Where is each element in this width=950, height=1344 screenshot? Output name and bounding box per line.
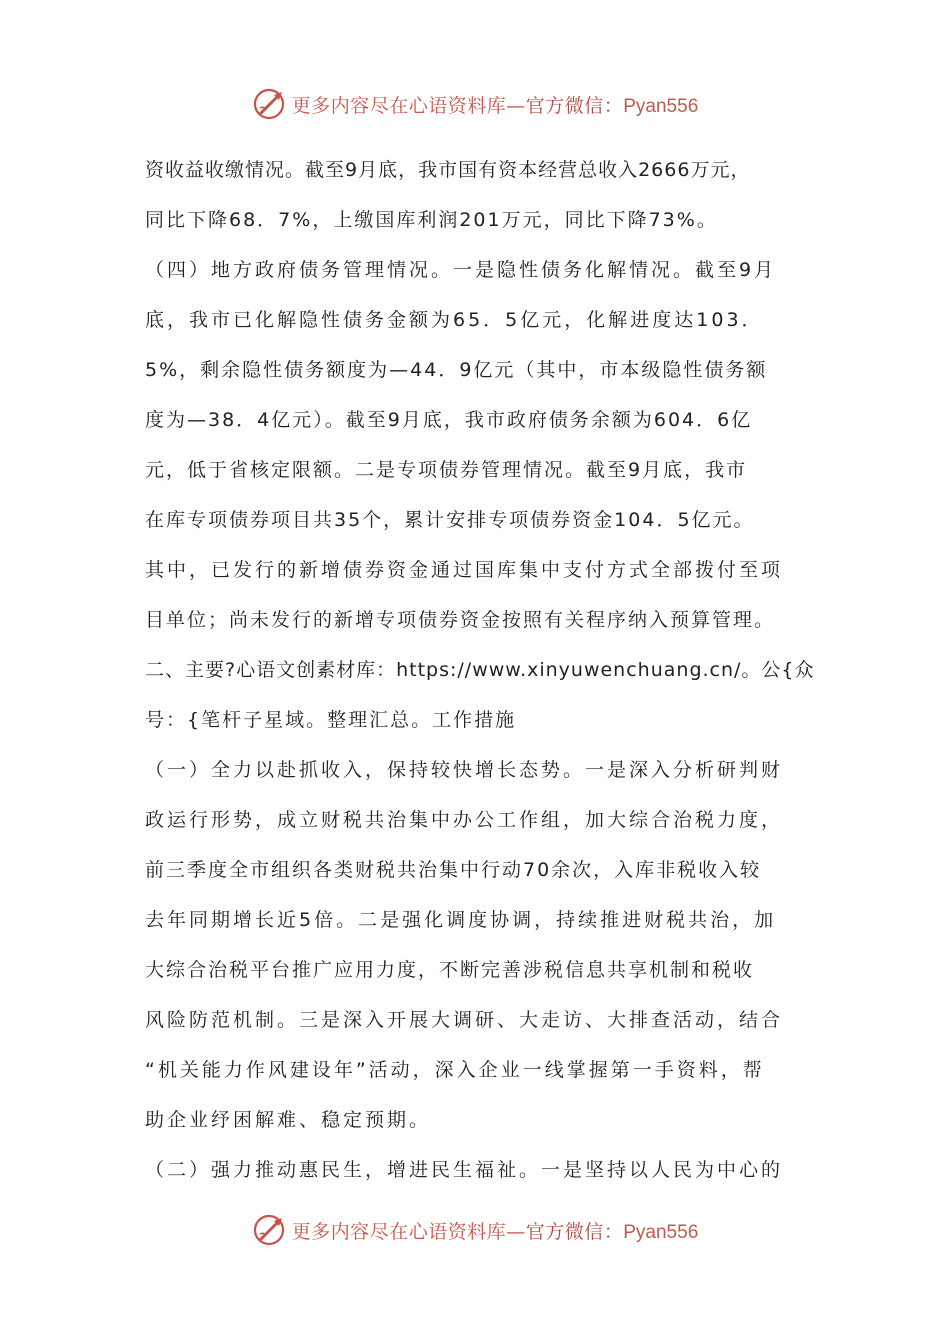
body-line: 目单位；尚未发行的新增专项债券资金按照有关程序纳入预算管理。 xyxy=(145,609,776,631)
body-line: 元，低于省核定限额。二是专项债券管理情况。截至9月底，我市 xyxy=(145,459,748,481)
footer-banner-text xyxy=(292,1217,699,1244)
pen-logo-icon xyxy=(252,86,288,122)
body-line: （一）全力以赴抓收入，保持较快增长态势。一是深入分析研判财 xyxy=(145,759,784,781)
body-line: （二）强力推动惠民生，增进民生福祉。一是坚持以人民为中心的 xyxy=(145,1159,784,1181)
header-wechat-id: Pyan556 xyxy=(623,95,699,117)
footer-banner xyxy=(0,1210,950,1250)
document-body xyxy=(145,145,815,1195)
footer-text: 更多内容尽在心语资料库 xyxy=(291,1220,507,1243)
pen-logo-icon xyxy=(252,1212,288,1248)
header-wechat-label: 官方微信： xyxy=(525,94,624,117)
header-text: 更多内容尽在心语资料库 xyxy=(291,94,507,117)
body-line: 助企业纾困解难、稳定预期。 xyxy=(145,1109,432,1131)
header-banner-text xyxy=(292,91,699,118)
body-line: （四）地方政府债务管理情况。一是隐性债务化解情况。截至9月 xyxy=(145,259,777,281)
body-line: 二、主要?心语文创素材库：https://www.xinyuwenchuang.cn/。公{众 xyxy=(145,659,815,681)
body-line: 5%，剩余隐性债务额度为—44．9亿元（其中，市本级隐性债务额 xyxy=(145,359,768,381)
body-line: 风险防范机制。三是深入开展大调研、大走访、大排查活动，结合 xyxy=(145,1009,784,1031)
body-line: 度为—38．4亿元）。截至9月底，我市政府债务余额为604．6亿 xyxy=(145,409,753,431)
footer-wechat-label: 官方微信： xyxy=(525,1220,624,1243)
header-banner xyxy=(0,84,950,124)
body-line: 政运行形势，成立财税共治集中办公工作组，加大综合治税力度， xyxy=(145,809,784,831)
body-line: 在库专项债券项目共35个，累计安排专项债券资金104．5亿元。 xyxy=(145,509,755,531)
body-line: 去年同期增长近5倍。二是强化调度协调，持续推进财税共治，加 xyxy=(145,909,777,931)
body-line: 资收益收缴情况。截至9月底，我市国有资本经营总收入2666万元， xyxy=(145,159,751,181)
body-line: 底，我市已化解隐性债务金额为65．5亿元，化解进度达103． xyxy=(145,309,764,331)
body-line: 其中，已发行的新增债券资金通过国库集中支付方式全部拨付至项 xyxy=(145,559,784,581)
body-line: 号：{笔杆子星域。整理汇总。工作措施 xyxy=(145,709,517,731)
body-line: 同比下降68．7%，上缴国库利润201万元，同比下降73%。 xyxy=(145,209,718,231)
footer-wechat-id: Pyan556 xyxy=(623,1221,699,1243)
body-line: 前三季度全市组织各类财税共治集中行动70余次，入库非税收入较 xyxy=(145,859,762,881)
body-line: 大综合治税平台推广应用力度，不断完善涉税信息共享机制和税收 xyxy=(145,959,755,981)
body-line: “机关能力作风建设年”活动，深入企业一线掌握第一手资料，帮 xyxy=(145,1059,765,1081)
footer-dash: — xyxy=(506,1220,526,1243)
header-dash: — xyxy=(506,94,526,117)
